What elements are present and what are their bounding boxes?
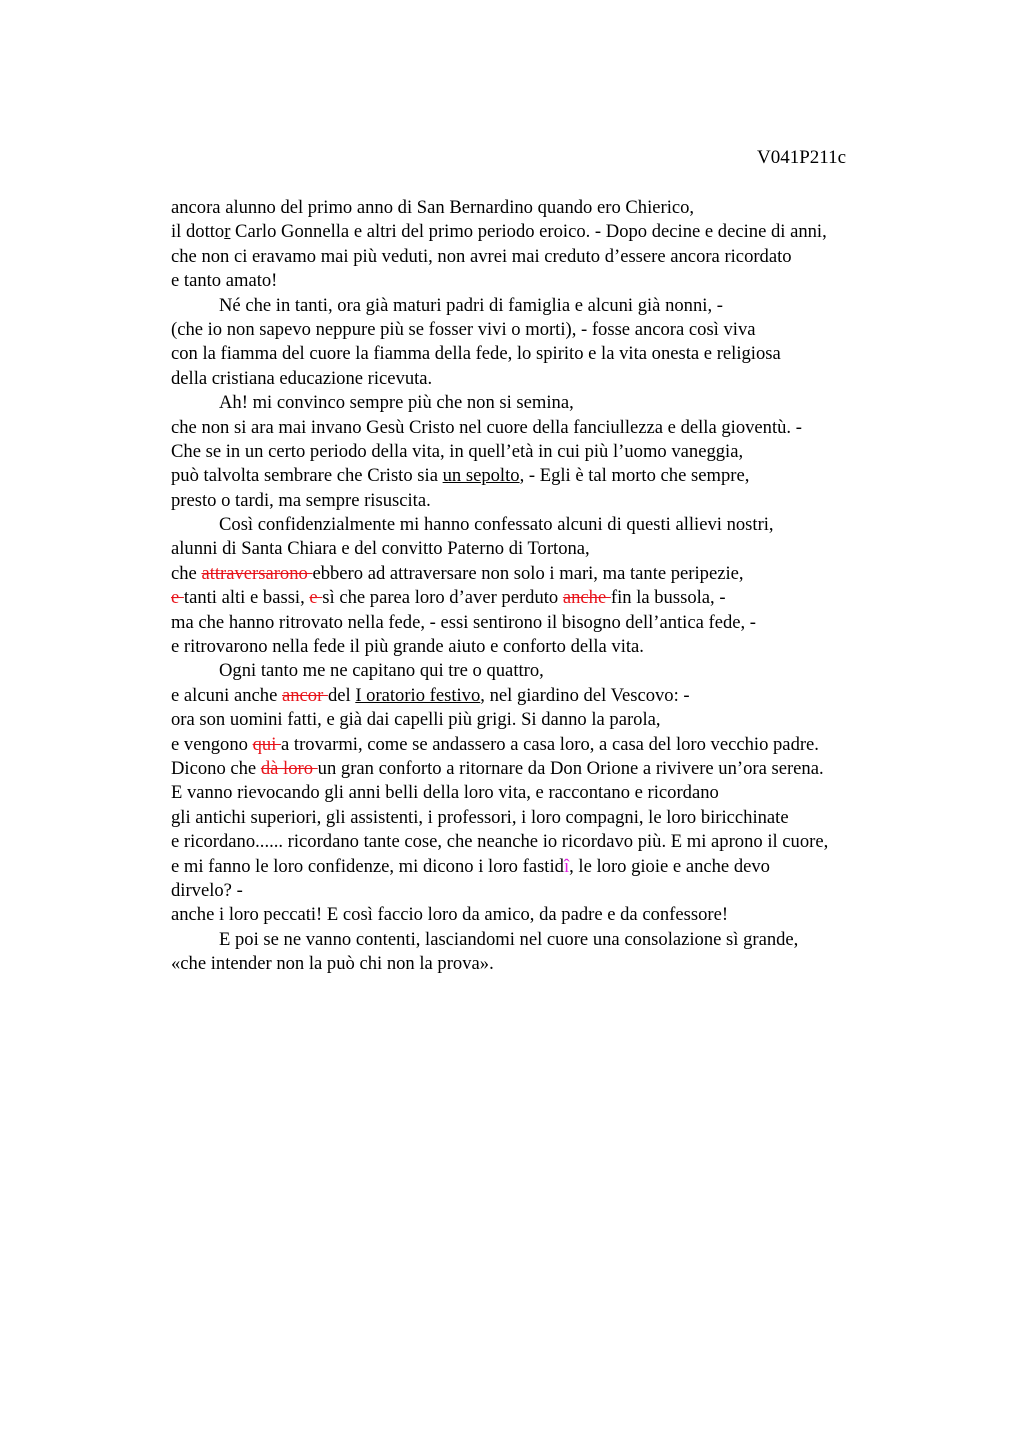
text-line — [171, 781, 911, 805]
text-segment: sì che parea loro d’aver perduto — [322, 587, 563, 609]
text-segment: e ritrovarono nella fede il più grande aiuto e conforto della vita. — [171, 636, 644, 658]
text-segment: , nel giardino del Vescovo: - — [480, 684, 690, 706]
underlined-text: I oratorio festivo — [355, 684, 481, 706]
text-line — [171, 391, 911, 415]
text-line — [171, 318, 911, 342]
deleted-text: attraversarono — [201, 562, 313, 584]
text-line — [171, 464, 911, 488]
text-segment: può talvolta sembrare che Cristo sia — [171, 465, 443, 487]
text-segment: che non ci eravamo mai più veduti, non avrei mai creduto d’essere ancora ricordato — [171, 245, 792, 267]
text-segment: ancora alunno del primo anno di San Bernardino quando ero Chierico, — [171, 197, 695, 218]
highlighted-char: î — [563, 855, 570, 877]
text-segment: ebbero ad attraversare non solo i mari, ma tante peripezie, — [312, 562, 744, 584]
text-segment: e mi fanno le loro confidenze, mi dicono i loro fastid — [171, 855, 564, 877]
text-line — [171, 220, 911, 244]
underlined-text: r — [224, 221, 231, 243]
text-segment: ma che hanno ritrovato nella fede, - essi sentirono il bisogno dell’antica fede, - — [171, 611, 756, 633]
text-segment: un gran conforto a ritornare da Don Orione a rivivere un’ora serena. — [317, 757, 824, 779]
text-line — [171, 733, 911, 757]
text-line — [171, 757, 911, 781]
text-segment: Dicono che — [171, 757, 261, 779]
page-identifier: V041P211c — [757, 147, 847, 168]
text-segment: gli antichi superiori, gli assistenti, i professori, i loro compagni, le loro biricchinate — [171, 806, 789, 828]
text-segment: con la fiamma del cuore la fiamma della fede, lo spirito e la vita onesta e religiosa — [171, 343, 781, 365]
text-line — [171, 879, 911, 903]
text-segment: anche i loro peccati! E così faccio loro da amico, da padre e da confessore! — [171, 904, 729, 926]
text-segment: , le loro gioie e anche devo — [569, 855, 770, 877]
text-line — [171, 708, 911, 732]
text-line — [171, 855, 911, 879]
deleted-text: anche — [562, 587, 611, 609]
text-segment: E poi se ne vanno contenti, lasciandomi nel cuore una consolazione sì grande, — [219, 928, 799, 950]
text-line — [171, 513, 911, 537]
text-segment: «che intender non la può chi non la prova». — [171, 953, 494, 975]
text-segment: Che se in un certo periodo della vita, in quell’età in cui più l’uomo vaneggia, — [171, 440, 744, 462]
text-line — [171, 245, 911, 269]
text-segment: dirvelo? - — [171, 879, 243, 901]
text-segment: Ogni tanto me ne capitano qui tre o quattro, — [219, 660, 544, 682]
text-line — [171, 562, 911, 586]
deleted-text: dà loro — [260, 757, 318, 779]
text-line — [171, 928, 911, 952]
text-line — [171, 342, 911, 366]
text-segment: e tanto amato! — [171, 270, 278, 292]
text-line — [171, 586, 911, 610]
text-line — [171, 294, 911, 318]
underlined-text: un sepolto — [442, 465, 520, 487]
text-segment: a trovarmi, come se andassero a casa loro, a casa del loro vecchio padre. — [281, 733, 819, 755]
text-segment: presto o tardi, ma sempre risuscita. — [171, 489, 431, 511]
text-line — [171, 537, 911, 561]
text-line — [171, 830, 911, 854]
text-segment: e ricordano...... ricordano tante cose, che neanche io ricordavo più. E mi aprono il cuore, — [171, 831, 829, 853]
deleted-text: e — [171, 587, 184, 609]
text-line — [171, 416, 911, 440]
text-line — [171, 489, 911, 513]
text-line — [171, 684, 911, 708]
text-line — [171, 952, 911, 976]
text-segment: fin la bussola, - — [610, 587, 726, 609]
text-line — [171, 903, 911, 927]
text-line — [171, 635, 911, 659]
text-segment: Così confidenzialmente mi hanno confessato alcuni di questi allievi nostri, — [219, 514, 774, 536]
text-segment: che non si ara mai invano Gesù Cristo nel cuore della fanciullezza e della gioventù. - — [171, 416, 802, 438]
text-line — [171, 196, 911, 220]
text-segment: e alcuni anche — [171, 684, 282, 706]
text-line — [171, 440, 911, 464]
text-segment: Ah! mi convinco sempre più che non si semina, — [219, 392, 574, 414]
text-segment: (che io non sapevo neppure più se fosser vivi o morti), - fosse ancora così viva — [171, 318, 756, 340]
text-segment: il dotto — [171, 221, 225, 243]
text-line — [171, 367, 911, 391]
deleted-text: e — [309, 587, 323, 609]
text-segment: che — [171, 562, 202, 584]
text-segment: Carlo Gonnella e altri del primo periodo eroico. - Dopo decine e decine di anni, — [230, 221, 827, 243]
text-segment: e vengono — [171, 733, 253, 755]
text-segment: della cristiana educazione ricevuta. — [171, 367, 433, 389]
text-segment: alunni di Santa Chiara e del convitto Paterno di Tortona, — [171, 538, 590, 560]
deleted-text: qui — [252, 733, 282, 755]
text-segment: E vanno rievocando gli anni belli della loro vita, e raccontano e ricordano — [171, 782, 719, 804]
deleted-text: ancor — [281, 684, 328, 706]
text-segment: del — [327, 684, 356, 706]
text-segment: tanti alti e bassi, — [183, 587, 310, 609]
document-body — [171, 196, 911, 977]
text-segment: Né che in tanti, ora già maturi padri di famiglia e alcuni già nonni, - — [219, 294, 723, 316]
text-line — [171, 806, 911, 830]
text-line — [171, 269, 911, 293]
text-line — [171, 659, 911, 683]
text-segment: ora son uomini fatti, e già dai capelli più grigi. Si danno la parola, — [171, 709, 661, 731]
text-segment: , - Egli è tal morto che sempre, — [519, 465, 750, 487]
text-line — [171, 611, 911, 635]
